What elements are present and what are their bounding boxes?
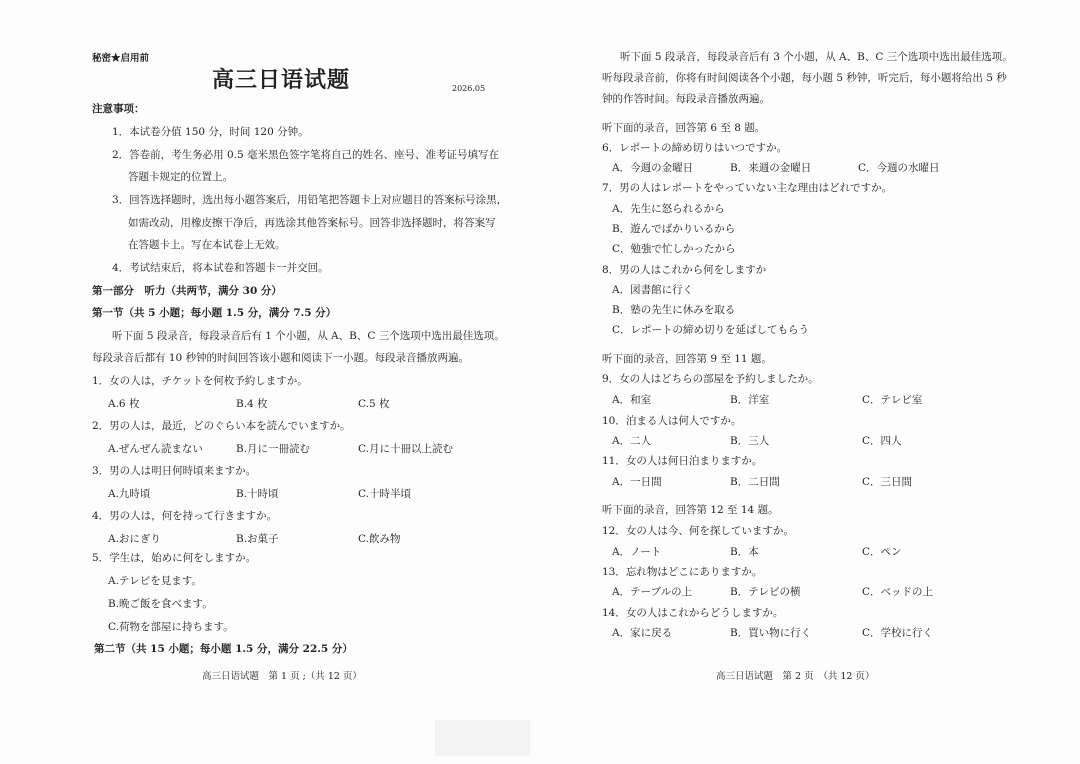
note-3: 3．回答选择题时，选出每小题答案后，用铅笔把答题卡上对应题目的答案标号涂黑， <box>112 194 508 206</box>
question-10-stem: 10．泊まる人は何人ですか。 <box>602 415 742 427</box>
question-14-option-c: C．学校に行く <box>862 627 934 639</box>
question-12-option-c: C．ペン <box>862 546 902 558</box>
question-6-option-b: B．来週の金曜日 <box>730 162 812 174</box>
question-8-option-b: B．塾の先生に休みを取る <box>612 304 736 316</box>
question-3-option-a: A.九時頃 <box>108 488 151 500</box>
section1-heading: 第一节（共 5 小题；每小题 1.5 分，满分 7.5 分） <box>92 307 337 319</box>
note-3-continued-2: 在答题卡上。写在本试卷上无效。 <box>128 239 286 251</box>
question-5-stem: 5．学生は，始めに何をしますか。 <box>92 552 257 564</box>
question-10-option-c: C．四人 <box>862 435 902 447</box>
question-13-stem: 13．忘れ物はどこにありますか。 <box>602 566 763 578</box>
section2-instruction-3: 钟的作答时间。每段录音播放两遍。 <box>602 93 770 105</box>
question-9-option-c: C．テレビ室 <box>862 394 923 406</box>
exam-page-2 <box>540 0 1080 764</box>
note-4: 4．考试结束后，将本试卷和答题卡一并交回。 <box>112 262 329 274</box>
question-14-option-b: B．買い物に行く <box>730 627 812 639</box>
page-1-footer: 高三日语试题 第 1 页 ;（共 12 页） <box>202 671 362 682</box>
section1-instruction-2: 每段录音后都有 10 秒钟的时间回答该小题和阅读下一小题。每段录音播放两遍。 <box>92 352 470 364</box>
question-13-option-a: A．テーブルの上 <box>612 586 693 598</box>
question-8-option-c: C．レポートの締め切りを延ばしてもらう <box>612 324 810 336</box>
question-1-option-c: C.5 枚 <box>358 398 390 410</box>
section1-instruction-1: 听下面 5 段录音，每段录音后有 1 个小题，从 A、B、C 三个选项中选出最佳选项。 <box>112 330 505 342</box>
question-10-option-b: B．三人 <box>730 435 770 447</box>
question-6-option-a: A．今週の金曜日 <box>612 162 694 174</box>
question-5-option-a: A.テレビを見ます。 <box>108 575 202 587</box>
question-9-option-a: A．和室 <box>612 394 652 406</box>
notes-heading: 注意事项： <box>92 103 145 115</box>
question-4-option-c: C.飲み物 <box>358 533 401 545</box>
question-2-option-c: C.月に十冊以上読む <box>358 443 453 455</box>
exam-title: 高三日语试题 <box>212 67 351 93</box>
question-13-option-c: C．ベッドの上 <box>862 586 934 598</box>
group-6-8-heading: 听下面的录音，回答第 6 至 8 题。 <box>602 122 766 134</box>
question-5-option-c: C.荷物を部屋に持ちます。 <box>108 621 234 633</box>
exam-date: 2026.05 <box>452 84 486 93</box>
question-9-option-b: B．洋室 <box>730 394 770 406</box>
scan-shadow <box>435 720 530 756</box>
note-2: 2．答卷前，考生务必用 0.5 毫米黑色签字笔将自己的姓名、座号、准考证号填写在 <box>112 149 500 161</box>
question-12-stem: 12．女の人は今、何を探していますか。 <box>602 525 794 537</box>
question-8-option-a: A．図書館に行く <box>612 284 694 296</box>
question-4-option-b: B.お菓子 <box>236 533 279 545</box>
question-8-stem: 8．男の人はこれから何をしますか <box>602 264 767 276</box>
note-1: 1．本试卷分值 150 分，时间 120 分钟。 <box>112 126 309 138</box>
question-11-option-c: C．三日間 <box>862 476 913 488</box>
question-1-stem: 1．女の人は，チケットを何枚予約しますか。 <box>92 375 308 387</box>
question-2-option-b: B.月に一冊読む <box>236 443 311 455</box>
question-5-option-b: B.晩ご飯を食べます。 <box>108 598 213 610</box>
question-12-option-b: B．本 <box>730 546 759 558</box>
section2-heading: 第二节（共 15 小题；每小题 1.5 分，满分 22.5 分） <box>94 643 353 655</box>
part1-heading: 第一部分 听力（共两节，满分 30 分） <box>92 285 282 297</box>
question-4-stem: 4．男の人は，何を持って行きますか。 <box>92 510 278 522</box>
note-3-continued: 如需改动，用橡皮擦干净后，再选涂其他答案标号。回答非选择题时，将答案写 <box>128 217 496 229</box>
question-10-option-a: A．二人 <box>612 435 652 447</box>
question-4-option-a: A.おにぎり <box>108 533 161 545</box>
section2-instruction-1: 听下面 5 段录音，每段录音后有 3 个小题，从 A、B、C 三个选项中选出最佳选项。 <box>620 51 1013 63</box>
question-2-option-a: A.ぜんぜん読まない <box>108 443 203 455</box>
question-3-option-c: C.十時半頃 <box>358 488 411 500</box>
question-7-option-a: A．先生に怒られるから <box>612 203 725 215</box>
group-9-11-heading: 听下面的录音，回答第 9 至 11 题。 <box>602 353 772 365</box>
question-7-option-c: C．勉強で忙しかったから <box>612 243 736 255</box>
question-1-option-b: B.4 枚 <box>236 398 268 410</box>
page-2-footer: 高三日语试题 第 2 页 （共 12 页） <box>716 671 875 682</box>
secret-label: 秘密★启用前 <box>92 53 150 64</box>
question-9-stem: 9．女の人はどちらの部屋を予約しましたか。 <box>602 373 819 385</box>
group-12-14-heading: 听下面的录音，回答第 12 至 14 题。 <box>602 504 779 516</box>
question-11-option-a: A．一日間 <box>612 476 662 488</box>
question-11-option-b: B．二日間 <box>730 476 780 488</box>
question-14-stem: 14．女の人はこれからどうしますか。 <box>602 607 784 619</box>
question-11-stem: 11．女の人は何日泊まりますか。 <box>602 455 763 467</box>
question-6-stem: 6．レポートの締め切りはいつですか。 <box>602 142 788 154</box>
question-3-option-b: B.十時頃 <box>236 488 279 500</box>
question-1-option-a: A.6 枚 <box>108 398 140 410</box>
question-7-option-b: B．遊んでばかりいるから <box>612 223 736 235</box>
question-13-option-b: B．テレビの横 <box>730 586 801 598</box>
question-3-stem: 3．男の人は明日何時頃来ますか。 <box>92 465 257 477</box>
question-12-option-a: A．ノート <box>612 546 662 558</box>
question-7-stem: 7．男の人はレポートをやっていない主な理由はどれですか。 <box>602 182 893 194</box>
section2-instruction-2: 听每段录音前，你将有时间阅读各个小题，每小题 5 秒钟，听完后，每小题将给出 5 秒 <box>602 72 1007 84</box>
question-6-option-c: C．今週の水曜日 <box>858 162 940 174</box>
note-2-continued: 答题卡规定的位置上。 <box>128 171 233 183</box>
question-14-option-a: A．家に戻る <box>612 627 673 639</box>
question-2-stem: 2．男の人は，最近，どのぐらい本を読んでいますか。 <box>92 420 351 432</box>
